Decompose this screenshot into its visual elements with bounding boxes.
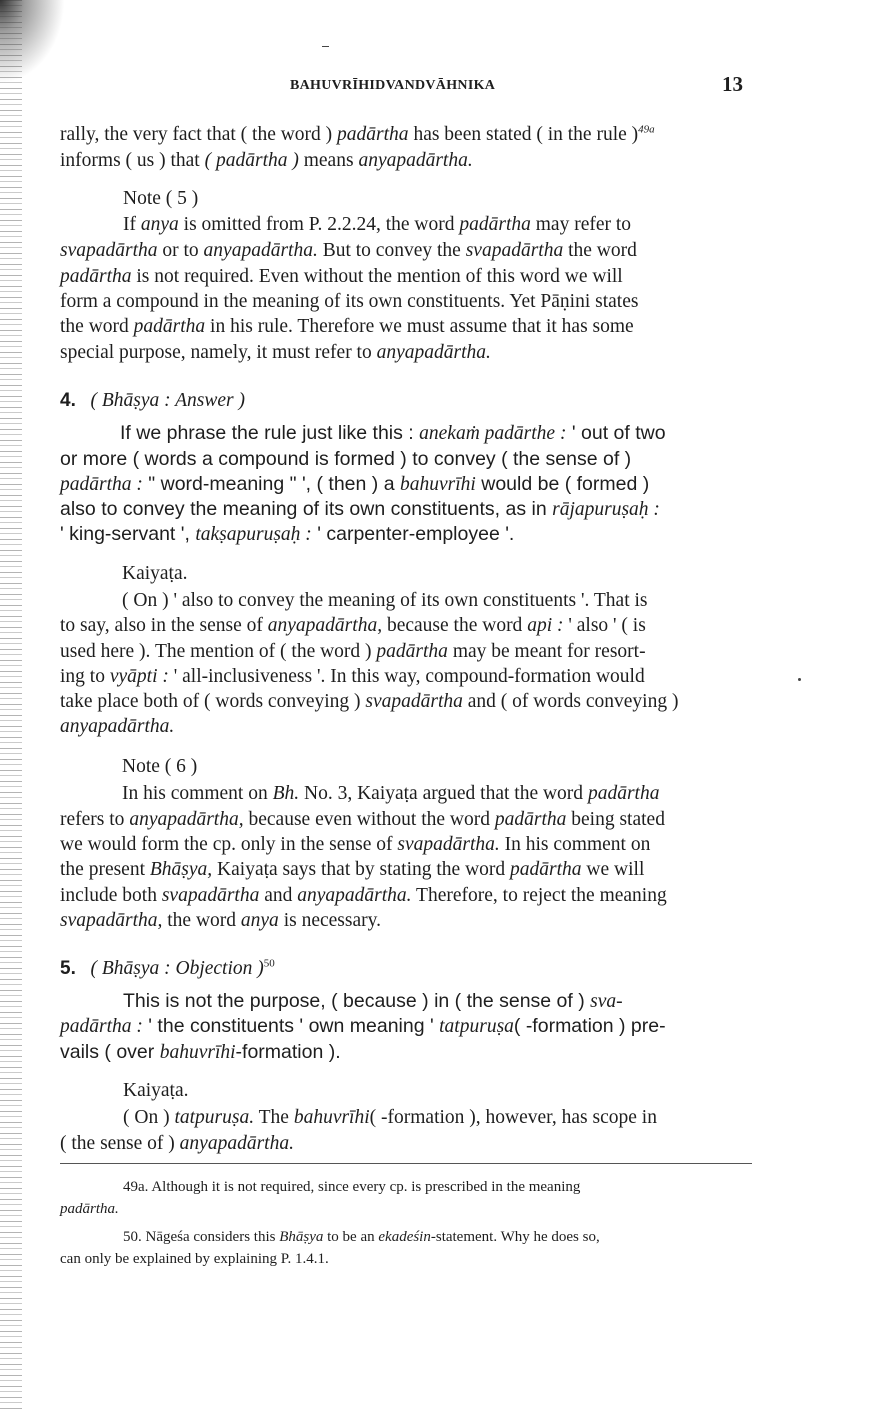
text-line: ( the sense of ) anyapadārtha. xyxy=(60,1133,294,1154)
text-line: take place both of ( words conveying ) svapadārtha and ( of words conveying ) xyxy=(60,691,679,712)
footnote-line: can only be explained by explaining P. 1.4.1. xyxy=(60,1251,329,1267)
scan-binding-shadow xyxy=(0,0,22,1411)
text-line: padārtha : ' the constituents ' own meaning ' tatpuruṣa( -formation ) pre- xyxy=(60,1015,666,1037)
text-line: ing to vyāpti : ' all-inclusiveness '. In this way, compound-formation would xyxy=(60,666,645,687)
scan-speck xyxy=(798,678,801,681)
text-line: ( On ) ' also to convey the meaning of its own constituents '. That is xyxy=(122,590,648,611)
section-heading: 5. ( Bhāṣya : Objection )$^{50}$ xyxy=(60,957,275,979)
text-line: include both svapadārtha and anyapadārtha. Therefore, to reject the meaning xyxy=(60,885,667,906)
text-line: we would form the cp. only in the sense of svapadārtha. In his comment on xyxy=(60,834,651,855)
note-heading: Note ( 6 ) xyxy=(122,756,198,777)
footnote-line: 50. Nāgeśa considers this Bhāṣya to be an ekadeśin-statement. Why he does so, xyxy=(123,1229,600,1245)
footnote-line: padārtha. xyxy=(60,1201,119,1217)
running-head: BAHUVRĪHIDVANDVĀHNIKA xyxy=(290,78,496,93)
text-line: the present Bhāṣya, Kaiyaṭa says that by stating the word padārtha we will xyxy=(60,859,645,880)
text-line: also to convey the meaning of its own constituents, as in rājapuruṣaḥ : xyxy=(60,498,660,520)
text-line: ' king-servant ', takṣapuruṣaḥ : ' carpenter-employee '. xyxy=(60,523,515,545)
scan-speck xyxy=(322,46,329,47)
text-line: ( On ) tatpuruṣa. The bahuvrīhi( -formation ), however, has scope in xyxy=(123,1107,657,1128)
footnote-line: 49a. Although it is not required, since every cp. is prescribed in the meaning xyxy=(123,1179,581,1195)
note-heading: Note ( 5 ) xyxy=(123,188,199,209)
commentary-heading: Kaiyaṭa. xyxy=(122,563,188,584)
text-line: form a compound in the meaning of its own constituents. Yet Pāṇini states xyxy=(60,291,639,312)
text-line: refers to anyapadārtha, because even without the word padārtha being stated xyxy=(60,809,665,830)
text-line: This is not the purpose, ( because ) in ( the sense of ) sva- xyxy=(123,990,623,1012)
text-line: the word padārtha in his rule. Therefore we must assume that it has some xyxy=(60,316,634,337)
text-line: padārtha : " word-meaning " ', ( then ) a bahuvrīhi would be ( formed ) xyxy=(60,473,650,495)
text-line: anyapadārtha. xyxy=(60,716,175,737)
section-heading: 4. ( Bhāṣya : Answer ) xyxy=(60,390,246,411)
text-line: special purpose, namely, it must refer to anyapadārtha. xyxy=(60,342,491,363)
text-line: svapadārtha, the word anya is necessary. xyxy=(60,910,381,931)
text-line: If we phrase the rule just like this : anekaṁ padārthe : ' out of two xyxy=(120,422,666,444)
text-line: or more ( words a compound is formed ) to convey ( the sense of ) xyxy=(60,448,632,470)
text-line: used here ). The mention of ( the word ) padārtha may be meant for resort- xyxy=(60,641,646,662)
page-number: 13 xyxy=(722,72,743,96)
text-line: If anya is omitted from P. 2.2.24, the word padārtha may refer to xyxy=(123,214,632,235)
footnote-rule xyxy=(60,1163,752,1164)
text-line: informs ( us ) that ( padārtha ) means anyapadārtha. xyxy=(60,150,473,171)
text-line: rally, the very fact that ( the word ) padārtha has been stated ( in the rule )$^{49a}$ xyxy=(60,123,655,145)
text-line: to say, also in the sense of anyapadārtha, because the word api : ' also ' ( is xyxy=(60,615,646,636)
text-line: padārtha is not required. Even without the mention of this word we will xyxy=(60,266,623,287)
text-line: In his comment on Bh. No. 3, Kaiyaṭa argued that the word padārtha xyxy=(122,783,660,804)
text-line: svapadārtha or to anyapadārtha. But to convey the svapadārtha the word xyxy=(60,240,637,261)
commentary-heading: Kaiyaṭa. xyxy=(123,1080,189,1101)
scan-corner-shadow xyxy=(0,0,70,90)
text-line: vails ( over bahuvrīhi-formation ). xyxy=(60,1041,341,1063)
